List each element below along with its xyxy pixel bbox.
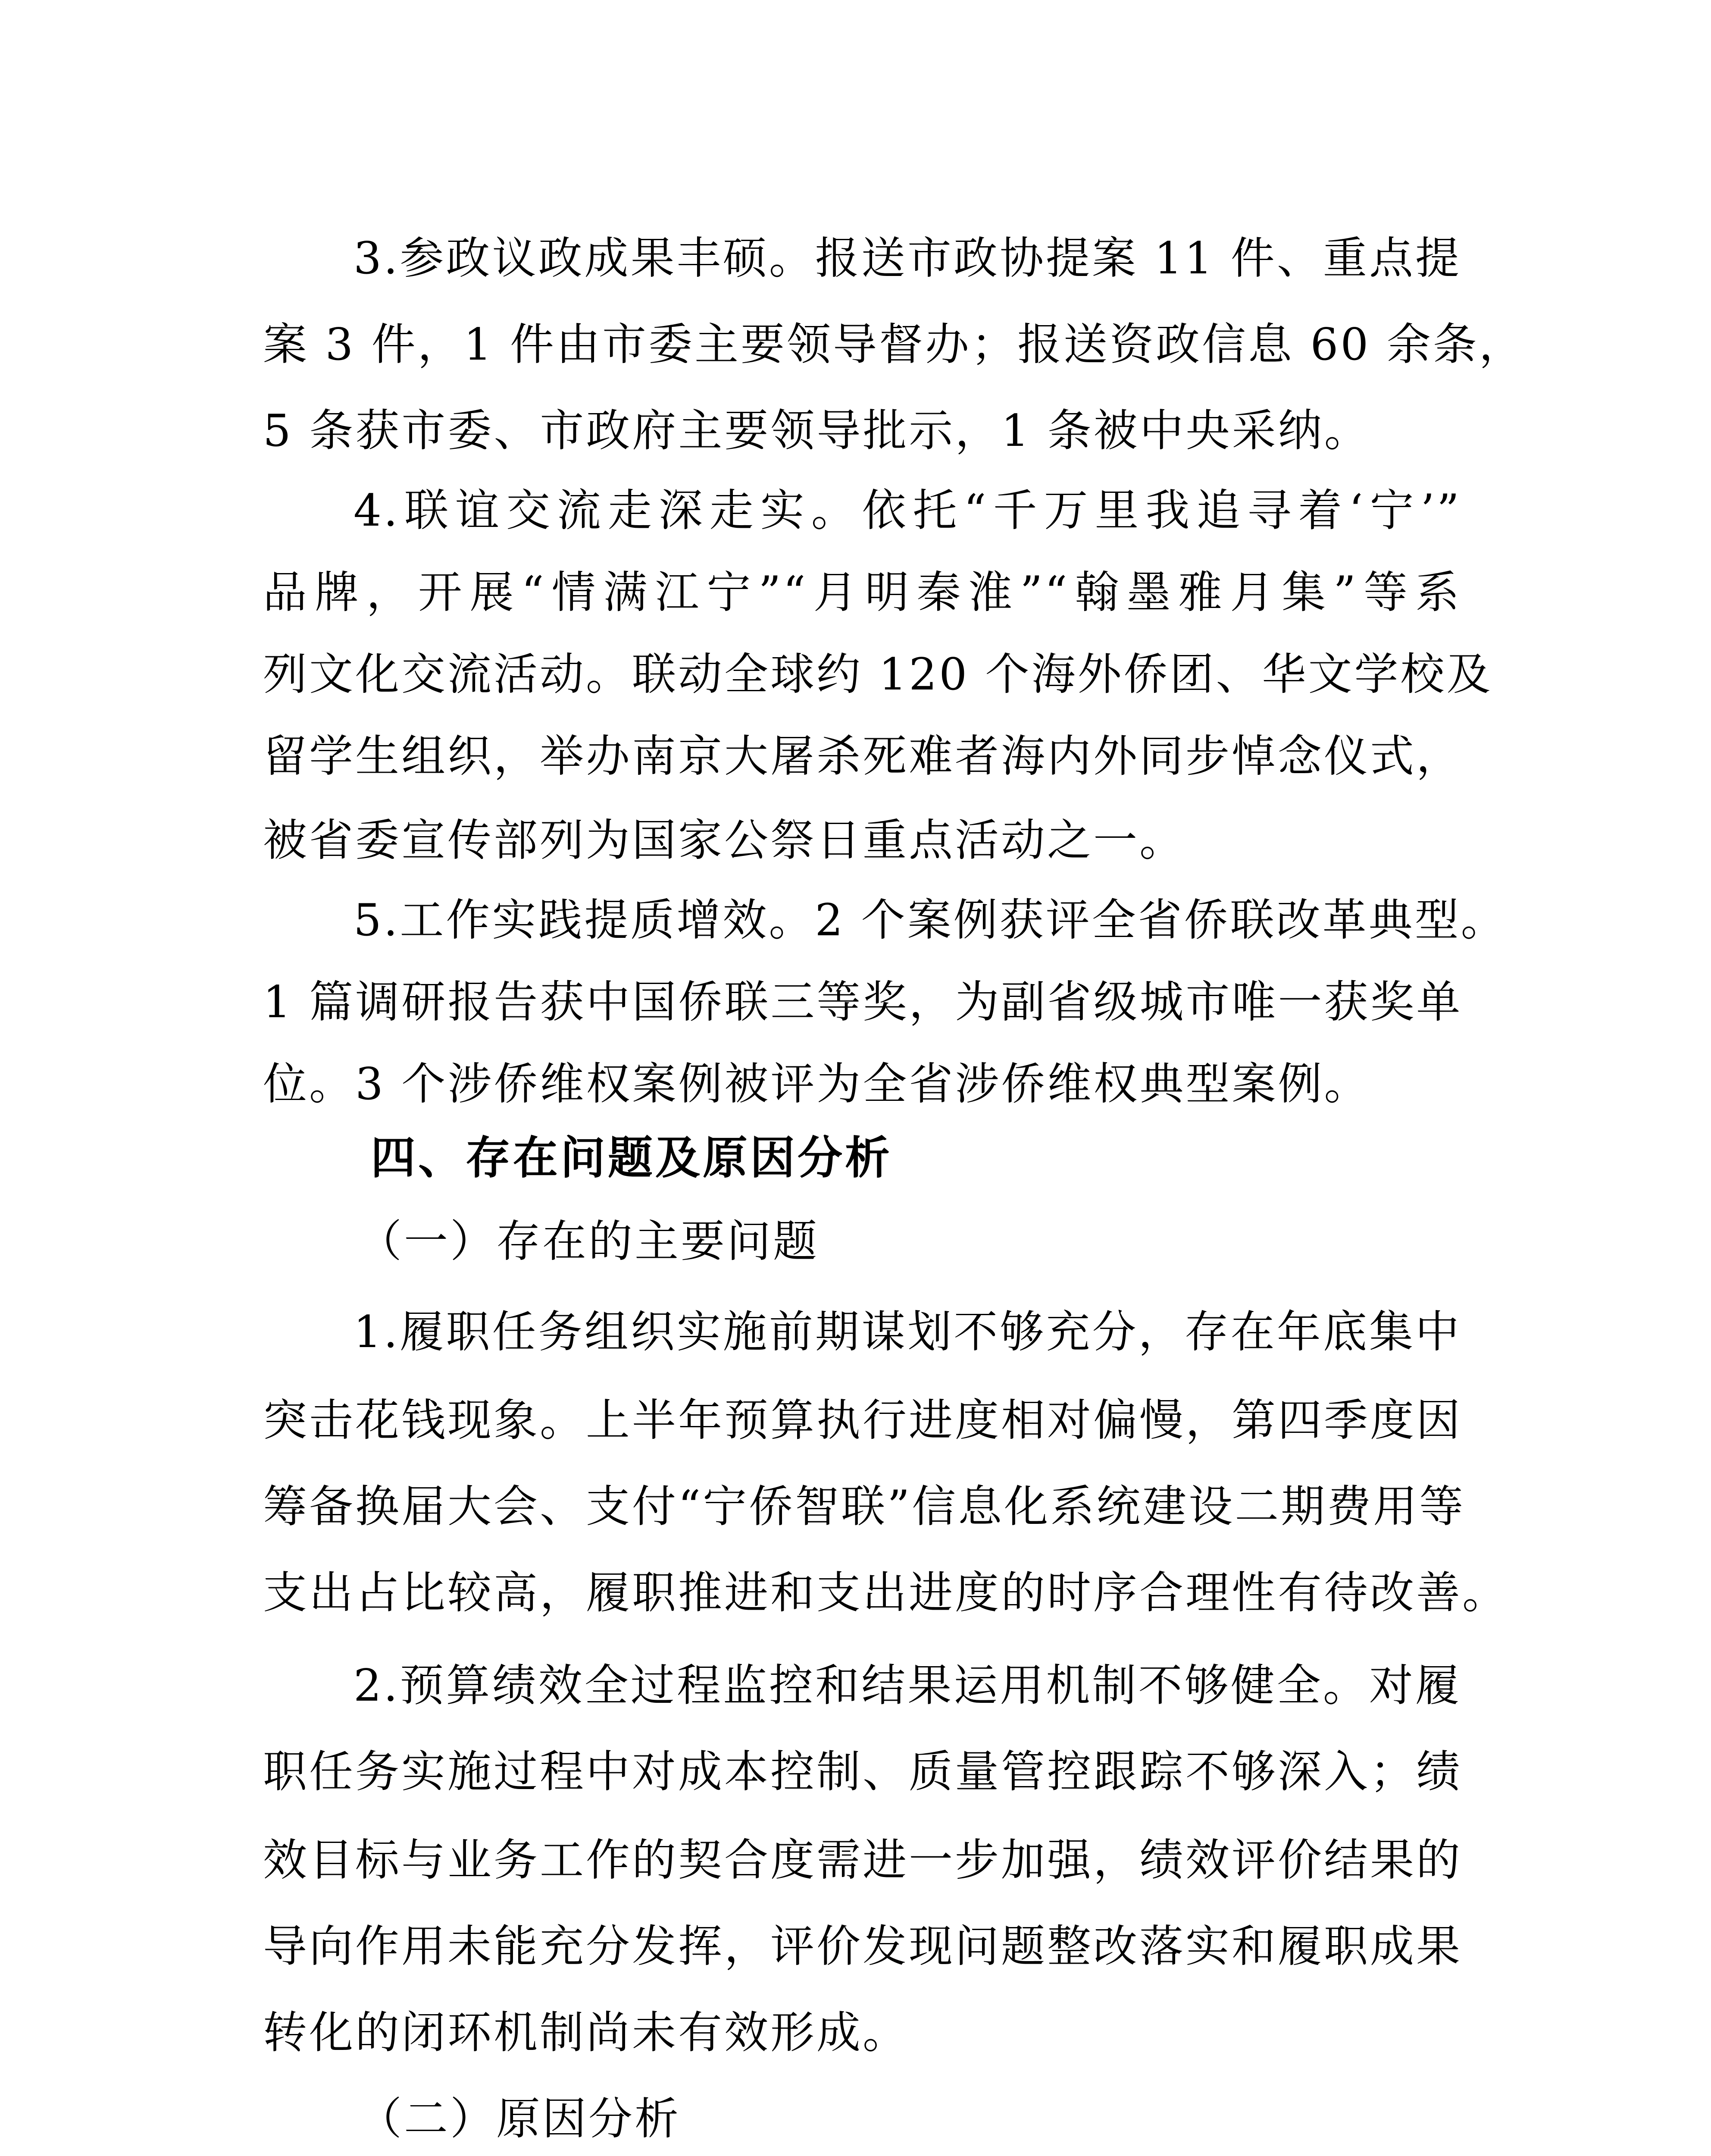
paragraph-line: 3.参政议政成果丰硕。报送市政协提案 11 件、重点提 (353, 233, 1461, 284)
paragraph-line: 1 篇调研报告获中国侨联三等奖，为副省级城市唯一获奖单 (263, 977, 1463, 1028)
paragraph-line: 转化的闭环机制尚未有效形成。 (263, 2007, 909, 2059)
paragraph-line: 留学生组织，举办南京大屠杀死难者海内外同步悼念仪式， (263, 731, 1462, 782)
paragraph-line: 职任务实施过程中对成本控制、质量管控跟踪不够深入；绩 (263, 1746, 1462, 1798)
paragraph-line: 突击花钱现象。上半年预算执行进度相对偏慢，第四季度因 (263, 1395, 1462, 1446)
paragraph-line: 5 条获市委、市政府主要领导批示，1 条被中央采纳。 (263, 405, 1370, 457)
section-heading: 四、存在问题及原因分析 (371, 1131, 893, 1184)
paragraph-line: 2.预算绩效全过程监控和结果运用机制不够健全。对履 (353, 1660, 1461, 1711)
subheading-cause-analysis: （二）原因分析 (358, 2093, 681, 2145)
paragraph-line: 位。3 个涉侨维权案例被评为全省涉侨维权典型案例。 (263, 1059, 1370, 1110)
paragraph-line: 1.履职任务组织实施前期谋划不够充分，存在年底集中 (353, 1307, 1461, 1358)
paragraph-line: 案 3 件，1 件由市委主要领导督办；报送资政信息 60 余条， (263, 319, 1525, 370)
paragraph-line: 4.联谊交流走深走实。依托“千万里我追寻着‘宁’” (353, 485, 1461, 536)
paragraph-line: 被省委宣传部列为国家公祭日重点活动之一。 (263, 815, 1186, 866)
paragraph-line: 筹备换届大会、支付“宁侨智联”信息化系统建设二期费用等 (263, 1481, 1466, 1532)
paragraph-line: 效目标与业务工作的契合度需进一步加强，绩效评价结果的 (263, 1835, 1462, 1886)
subheading-main-problems: （一）存在的主要问题 (358, 1216, 819, 1267)
paragraph-line: 导向作用未能充分发挥，评价发现问题整改落实和履职成果 (263, 1921, 1462, 1972)
paragraph-line: 列文化交流活动。联动全球约 120 个海外侨团、华文学校及 (263, 649, 1493, 700)
paragraph-line: 品牌，开展“情满江宁”“月明秦淮”“翰墨雅月集”等系 (263, 567, 1461, 618)
paragraph-line: 支出占比较高，履职推进和支出进度的时序合理性有待改善。 (263, 1567, 1508, 1619)
paragraph-line: 5.工作实践提质增效。2 个案例获评全省侨联改革典型。 (353, 895, 1507, 946)
